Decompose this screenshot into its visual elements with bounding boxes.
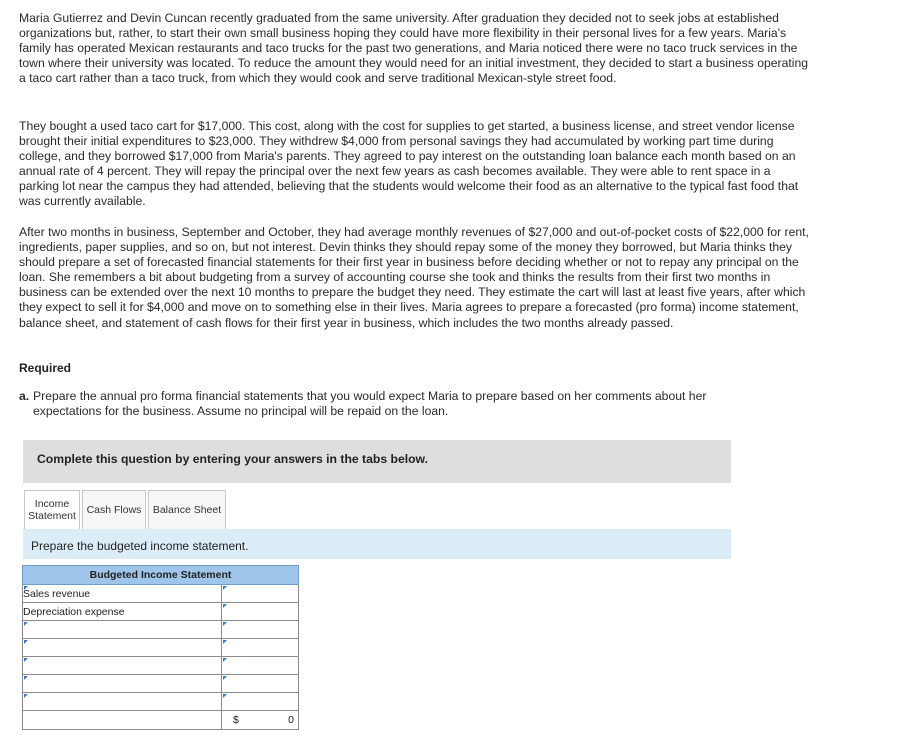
total-value-cell (222, 711, 299, 730)
tab-instruction: Prepare the budgeted income statement. (23, 529, 731, 559)
problem-paragraph-2: They bought a used taco cart for $17,000. This cost, along with the cost for supplies to get started, a business license, and street vendor license brought their initial expenditures to $23,000. They withdrew $4,000 from personal savings they had accumulated by working part time during college, and they borrowed $17,000 from Maria's parents. They agreed to pay interest on the outstanding loan balance each month based on an annual rate of 4 percent. They will repay the principal over the next few years as cash becomes available. They were able to rent space in a parking lot near the campus they had attended, believing that the students would welcome their food as an alternative to the typical fast food that was currently available. (19, 119, 799, 209)
dropdown-marker-icon (223, 694, 227, 698)
label-input[interactable] (23, 639, 221, 656)
dropdown-marker-icon (24, 622, 28, 626)
requirement-a (19, 389, 779, 419)
row-value-cell[interactable] (222, 585, 299, 603)
table-row (23, 639, 299, 657)
dropdown-marker-icon (223, 658, 227, 662)
dropdown-marker-icon (24, 658, 28, 662)
requirement-text: Prepare the annual pro forma financial statements that you would expect Maria to prepare based on her comments about her expectations for the business. Assume no principal will be repaid on the loan. (33, 389, 707, 419)
table-row (23, 621, 299, 639)
table-row (23, 585, 299, 603)
problem-paragraph-3: After two months in business, September and October, they had average monthly revenues of $27,000 and out-of-pocket costs of $22,000 for rent, ingredients, paper supplies, and so on, but not interest. Devin thinks they should repay some of the money they borrowed, but Maria thinks they should prepare a set of forecasted financial statements for their first year in business before deciding whether or not to repay any principal on the loan. She remembers a bit about budgeting from a survey of accounting course she took and thinks the results from their first two months in business can be extended over the next 10 months to prepare the budget they need. They estimate the cart will last at least five years, after which they expect to sell it for $4,000 and move on to something else in their lives. Maria agrees to prepare a forecasted (pro forma) income statement, balance sheet, and statement of cash flows for their first year in business, which includes the two months already passed. (19, 225, 809, 330)
row-label-text: Depreciation expense (23, 605, 125, 618)
statement-title: Budgeted Income Statement (23, 566, 299, 585)
tab-balance-sheet[interactable]: Balance Sheet (148, 490, 226, 530)
label-input[interactable] (23, 621, 221, 638)
label-input[interactable] (23, 712, 221, 729)
label-input[interactable] (23, 675, 221, 692)
instructions-banner: Complete this question by entering your answers in the tabs below. (23, 440, 731, 483)
answer-tabs (24, 490, 228, 529)
requirement-letter: a. (19, 389, 30, 403)
row-value-cell[interactable] (222, 639, 299, 657)
dropdown-marker-icon (223, 604, 227, 608)
row-label-depreciation-expense[interactable] (23, 603, 222, 621)
total-label-cell[interactable] (23, 711, 222, 730)
row-value-cell[interactable] (222, 621, 299, 639)
dropdown-marker-icon (24, 640, 28, 644)
row-label-select[interactable] (23, 693, 222, 711)
label-input[interactable] (23, 693, 221, 710)
tab-income-statement[interactable]: Income Statement (24, 490, 80, 530)
dropdown-marker-icon (223, 622, 227, 626)
row-label-text: Sales revenue (23, 587, 91, 600)
table-row (23, 693, 299, 711)
amount-input[interactable] (222, 621, 298, 638)
dropdown-marker-icon (24, 694, 28, 698)
dropdown-marker-icon (223, 640, 227, 644)
total-row (23, 711, 299, 730)
amount-input[interactable] (222, 603, 298, 620)
row-label-select[interactable] (23, 621, 222, 639)
row-label-select[interactable] (23, 675, 222, 693)
row-value-cell[interactable] (222, 693, 299, 711)
amount-input[interactable] (222, 585, 298, 602)
dropdown-marker-icon (24, 586, 28, 590)
label-input[interactable] (23, 657, 221, 674)
total-value: 0 (288, 714, 294, 726)
dropdown-marker-icon (223, 586, 227, 590)
problem-paragraph-1: Maria Gutierrez and Devin Cuncan recently graduated from the same university. After graduation they decided not to seek jobs at established organizations but, rather, to start their own small business hoping they could have more flexibility in their personal lives for a few years. Maria's family has operated Mexican restaurants and taco trucks for the past two generations, and Maria noticed there were no taco truck services in the town where their university was located. To reduce the amount they would need for an initial investment, they decided to start a business operating a taco cart rather than a taco truck, from which they would cook and serve traditional Mexican-style street food. (19, 11, 809, 86)
amount-input[interactable] (222, 657, 298, 674)
currency-symbol: $ (233, 714, 239, 726)
dropdown-marker-icon (24, 676, 28, 680)
table-row (23, 675, 299, 693)
amount-input[interactable] (222, 693, 298, 710)
table-row (23, 603, 299, 621)
required-heading: Required (19, 361, 72, 375)
tab-cash-flows[interactable]: Cash Flows (82, 490, 146, 530)
amount-input[interactable] (222, 639, 298, 656)
row-label-select[interactable] (23, 657, 222, 675)
dropdown-marker-icon (223, 676, 227, 680)
table-row (23, 657, 299, 675)
row-label-sales-revenue[interactable] (23, 585, 222, 603)
row-value-cell[interactable] (222, 603, 299, 621)
amount-input[interactable] (222, 675, 298, 692)
row-label-select[interactable] (23, 639, 222, 657)
row-value-cell[interactable] (222, 675, 299, 693)
budgeted-income-statement-table (22, 565, 299, 730)
row-value-cell[interactable] (222, 657, 299, 675)
